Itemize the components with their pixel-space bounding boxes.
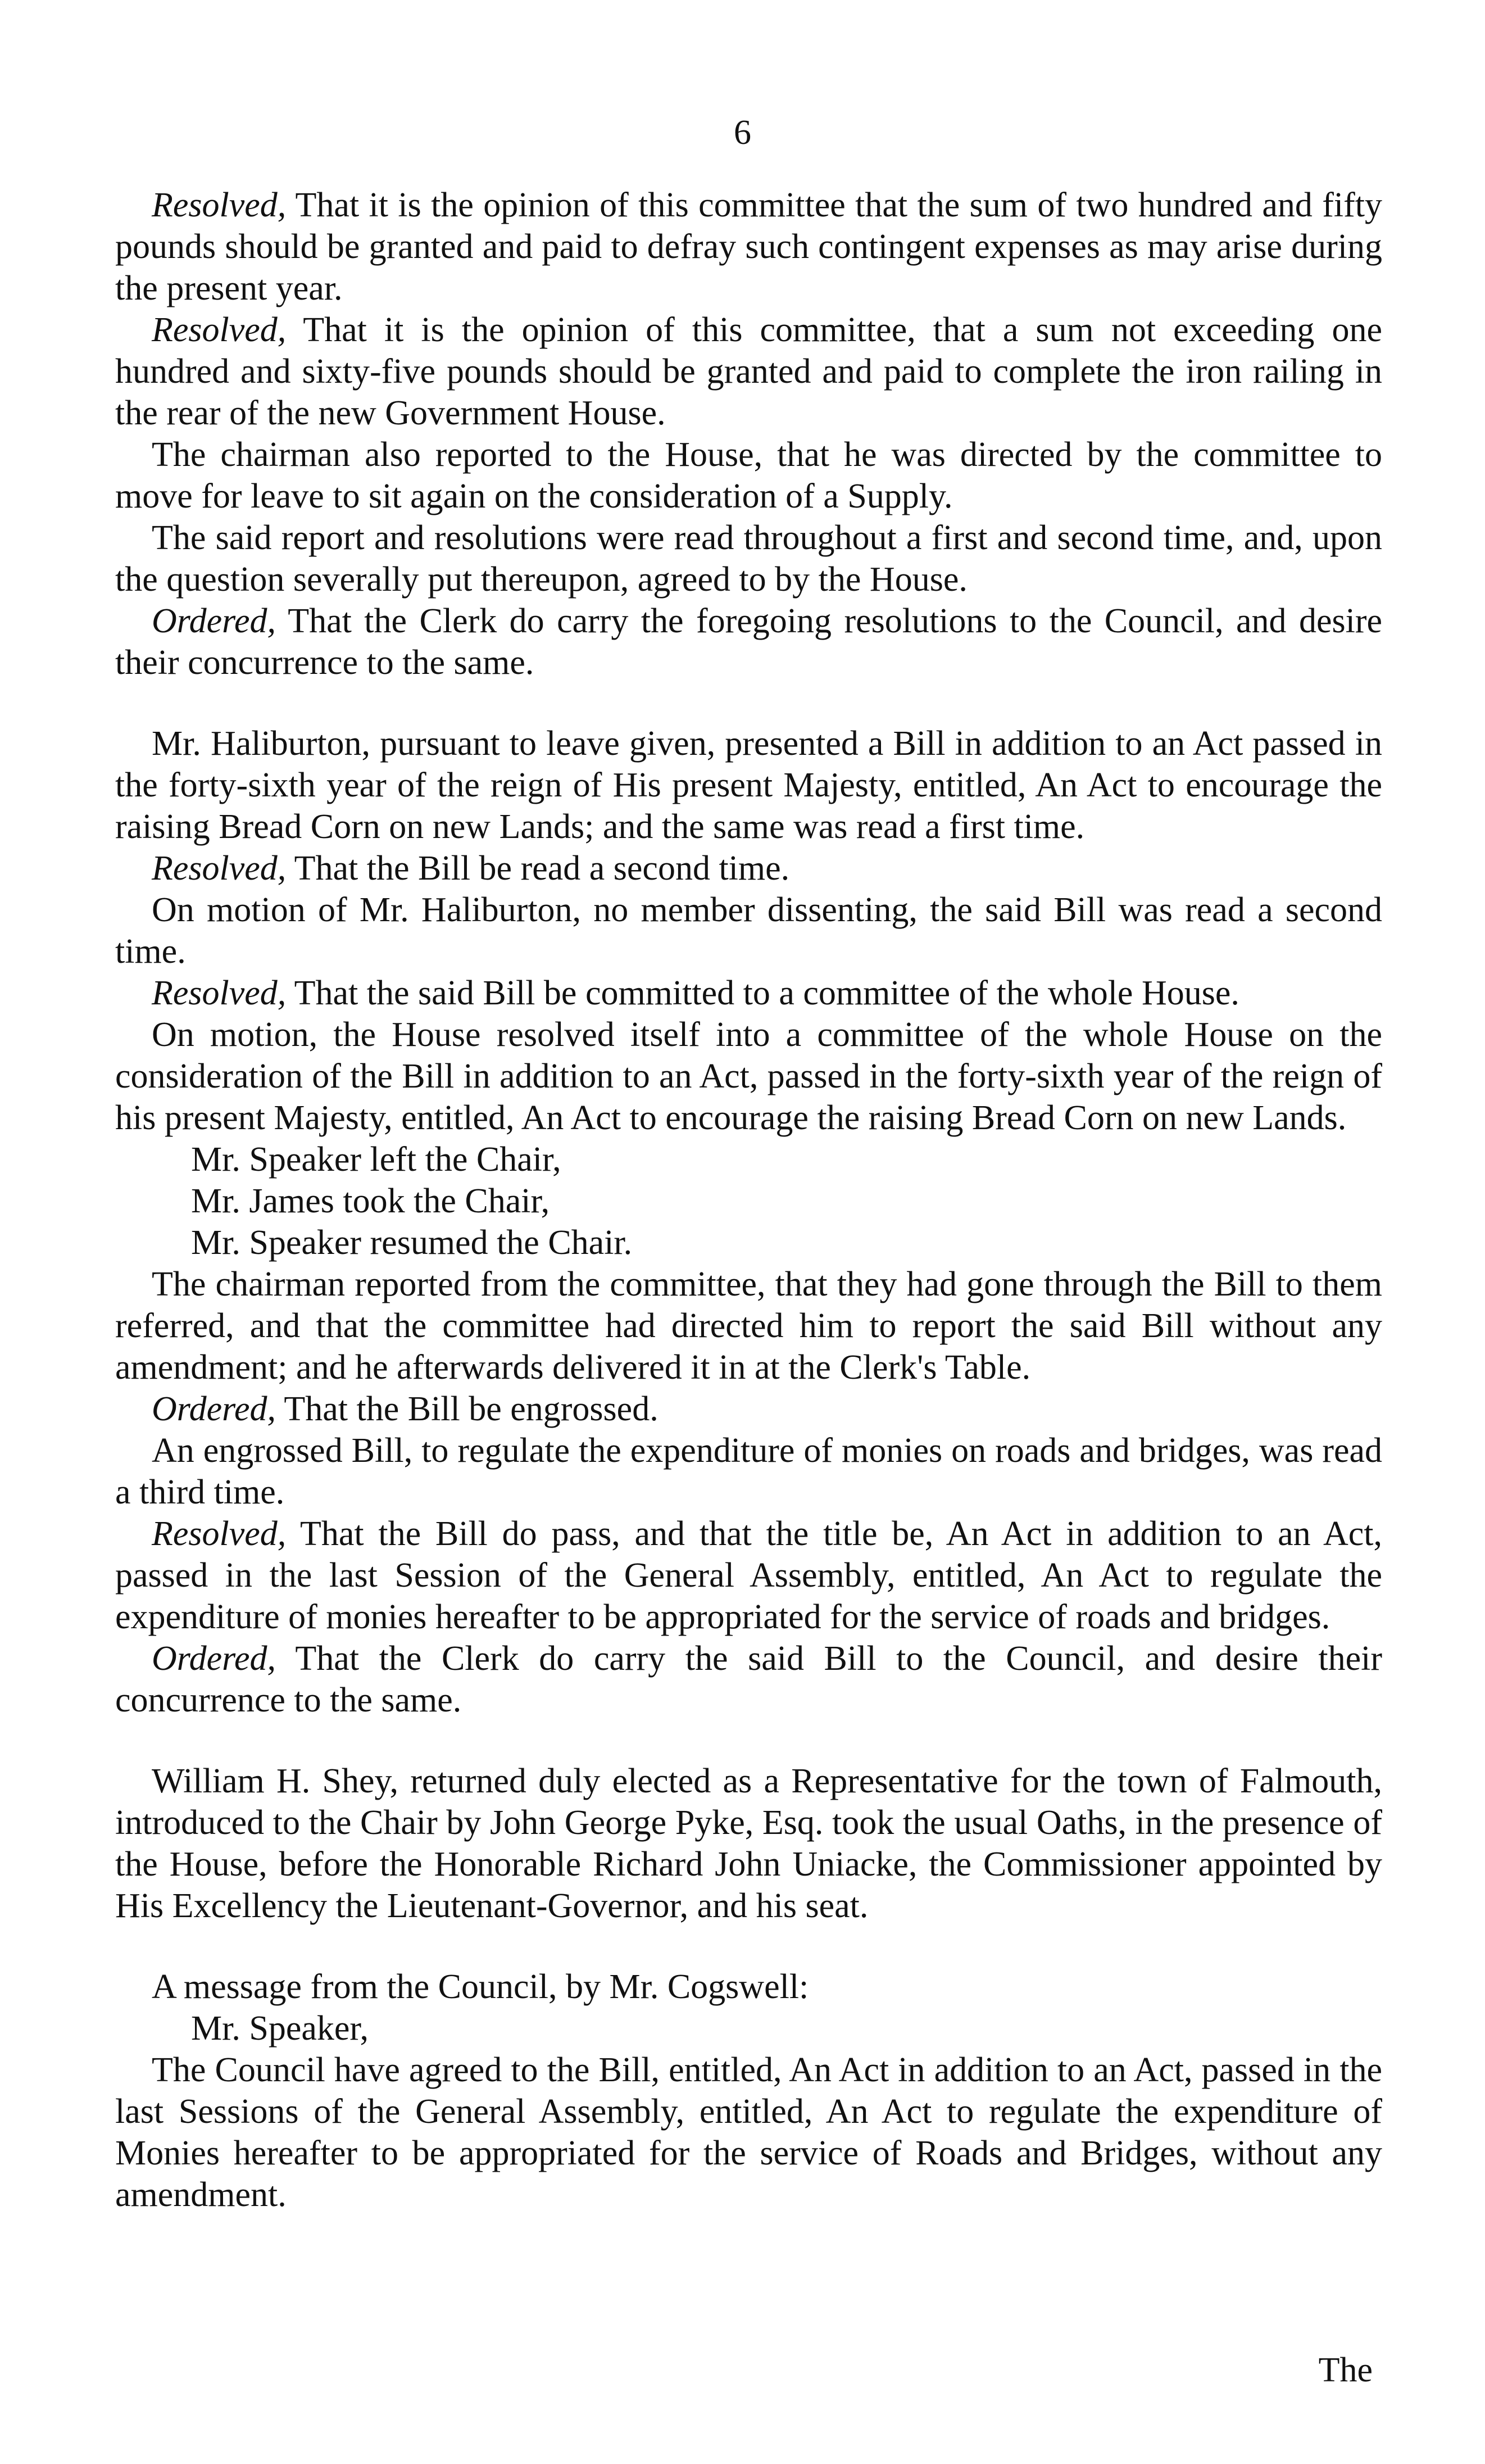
paragraph-haliburton-bill: Mr. Haliburton, pursuant to leave given, presented a Bill in addition to an Act passed in the forty-sixth year of the reign of His present Majesty, entitled, An Act to encourage the raising Bread Corn on new Lands; and the same was read a first time. [115,724,1382,846]
catchword: The [1318,2351,1373,2389]
paragraph-committee-whole: On motion, the House resolved itself into a committee of the whole House on the consideration of the Bill in addition to an Act, passed in the forty-sixth year of the reign of his present Majesty, entitled, An Act to encourage the raising Bread Corn on new Lands. [115,1016,1382,1137]
paragraph-shey-oaths: William H. Shey, returned duly elected as a Representative for the town of Falmouth, introduced to the Chair by John George Pyke, Esq. took the usual Oaths, in the presence of the House, before the Honorable Richard John Uniacke, the Commissioner appointed by His Excellency the Lieutenant-Governor, and his seat. [115,1762,1382,1925]
paragraph-report-read: The said report and resolutions were read throughout a first and second time, and, upon the question severally put thereupon, agreed to by the House. [115,519,1382,599]
paragraph-engrossed-bill: An engrossed Bill, to regulate the expenditure of monies on roads and bridges, was read a third time. [115,1432,1382,1511]
paragraph-council-agreed: The Council have agreed to the Bill, entitled, An Act in addition to an Act, passed in the last Sessions of the General Assembly, entitled, An Act to regulate the expenditure of Monies hereafter to be appropriated for the service of Roads and Bridges, without any amendment. [115,2051,1382,2214]
paragraph-chairman-report: The chairman also reported to the House, that he was directed by the committee to move for leave to sit again on the consideration of a Supply. [115,436,1382,515]
paragraph-resolved-contingent: Resolved, That it is the opinion of this committee that the sum of two hundred and fifty pounds should be granted and paid to defray such contingent expenses as may arise during the present year. [115,186,1382,307]
paragraph-ordered-council: Ordered, That the Clerk do carry the said Bill to the Council, and desire their concurrence to the same. [115,1639,1382,1719]
paragraph-chairman-reported: The chairman reported from the committee, that they had gone through the Bill to them referred, and that the committee had directed him to report the said Bill without any amendment; and he afterwards delivered it in at the Clerk's Table. [115,1265,1382,1387]
paragraph-resolved-committed: Resolved, That the said Bill be committed to a committee of the whole House. [152,974,1239,1012]
chair-line-james-took: Mr. James took the Chair, [191,1182,550,1220]
journal-text [115,184,1382,2216]
speaker-address-line: Mr. Speaker, [191,2009,369,2048]
chair-line-speaker-left: Mr. Speaker left the Chair, [191,1140,561,1179]
paragraph-resolved-iron-railing: Resolved, That it is the opinion of this committee, that a sum not exceeding one hundred and sixty-five pounds should be granted and paid to complete the iron railing in the rear of the new Government House. [115,311,1382,432]
paragraph-ordered-resolutions: Ordered, That the Clerk do carry the foregoing resolutions to the Council, and desire their concurrence to the same. [115,602,1382,682]
paragraph-second-reading: On motion of Mr. Haliburton, no member dissenting, the said Bill was read a second time. [115,891,1382,971]
paragraph-resolved-pass: Resolved, That the Bill do pass, and that the title be, An Act in addition to an Act, passed in the last Session of the General Assembly, entitled, An Act to regulate the expenditure of monies hereafter to be appropriated for the service of roads and bridges. [115,1515,1382,1636]
paragraph-resolved-second-reading: Resolved, That the Bill be read a second time. [152,849,790,887]
paragraph-council-message: A message from the Council, by Mr. Cogswell: [152,1968,809,2006]
page-number: 6 [734,114,751,152]
paragraph-ordered-engrossed: Ordered, That the Bill be engrossed. [152,1390,659,1428]
chair-line-speaker-resumed: Mr. Speaker resumed the Chair. [191,1224,633,1262]
